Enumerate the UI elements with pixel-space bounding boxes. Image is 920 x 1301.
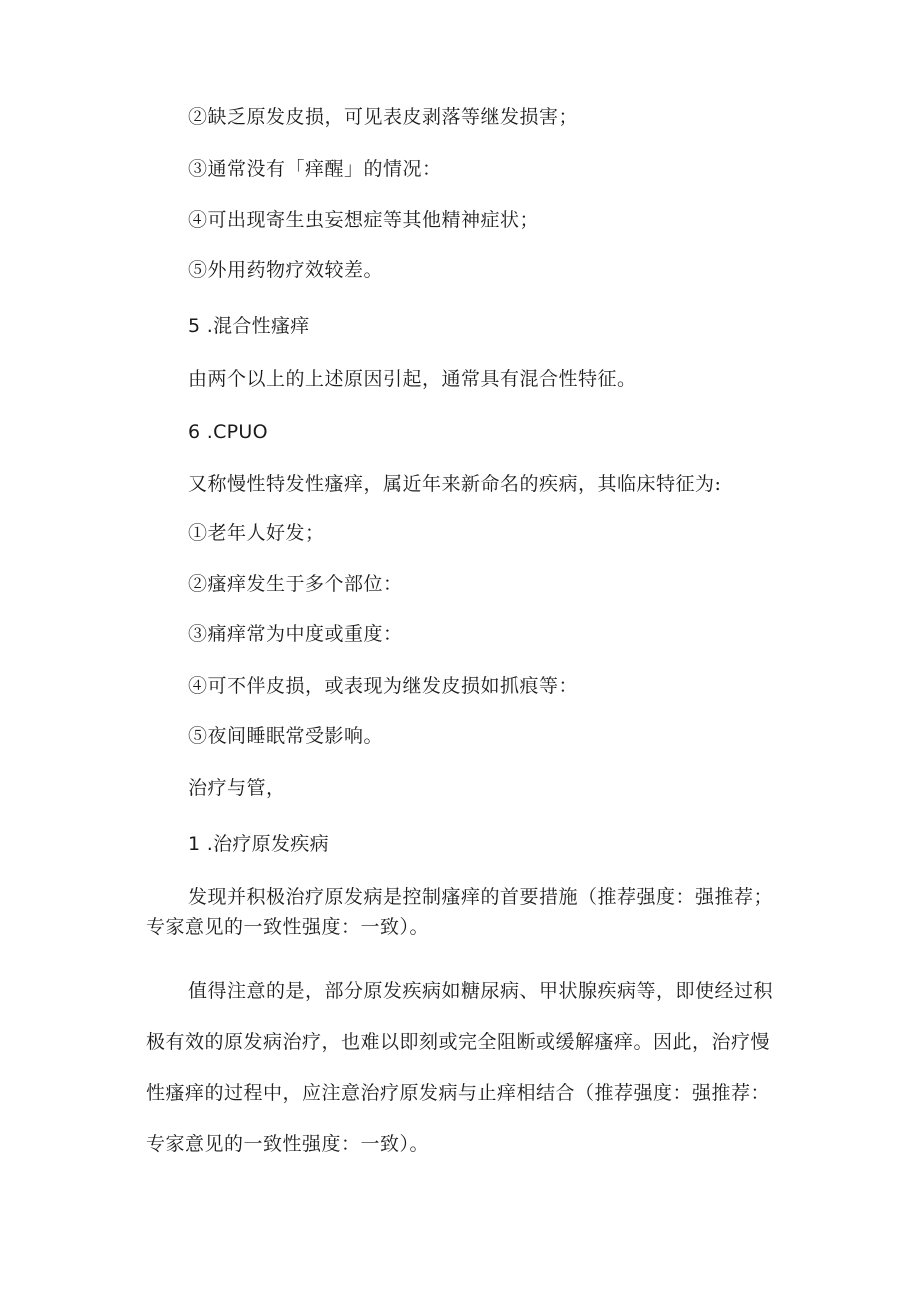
- cpuo-feature-3: ③痛痒常为中度或重度：: [188, 623, 403, 645]
- cpuo-feature-2: ②瘙痒发生于多个部位：: [188, 573, 403, 595]
- symptom-line-2: ②缺乏原发皮损，可见表皮剥落等继发损害；: [188, 106, 579, 128]
- cpuo-feature-4: ④可不伴皮损，或表现为继发皮损如抓痕等：: [188, 675, 579, 697]
- section-heading-mixed-pruritus: 5 .混合性瘙痒: [188, 315, 310, 337]
- subsection-heading-treat-primary: 1 .治疗原发疾病: [188, 833, 329, 855]
- mixed-pruritus-text: 由两个以上的上述原因引起，通常具有混合性特征。: [188, 368, 637, 390]
- section-heading-cpuo: 6 .CPUO: [188, 421, 268, 443]
- paragraph-note: 值得注意的是，部分原发疾病如糖尿病、甲状腺疾病等，即使经过积极有效的原发病治疗，也难以即刻或完全阻断或缓解瘙痒。因此，治疗慢性瘙痒的过程中，应注意治疗原发病与止痒相结合（推荐强度：强推荐：专家意见的一致性强度：一致）。: [146, 980, 774, 1155]
- symptom-line-4: ④可出现寄生虫妄想症等其他精神症状；: [188, 209, 540, 231]
- section-heading-treatment: 治疗与管，: [188, 777, 286, 799]
- cpuo-intro-text: 又称慢性特发性瘙痒，属近年来新命名的疾病，其临床特征为:: [188, 473, 722, 495]
- paragraph-primary-treatment: 发现并积极治疗原发病是控制瘙痒的首要措施（推荐强度：强推荐；专家意见的一致性强度：一致）。: [146, 886, 774, 938]
- cpuo-feature-1: ①老年人好发；: [188, 522, 325, 544]
- cpuo-feature-5: ⑤夜间睡眠常受影响。: [188, 725, 384, 747]
- symptom-line-5: ⑤外用药物疗效较差。: [188, 259, 384, 281]
- symptom-line-3: ③通常没有「痒醒」的情况：: [188, 158, 442, 180]
